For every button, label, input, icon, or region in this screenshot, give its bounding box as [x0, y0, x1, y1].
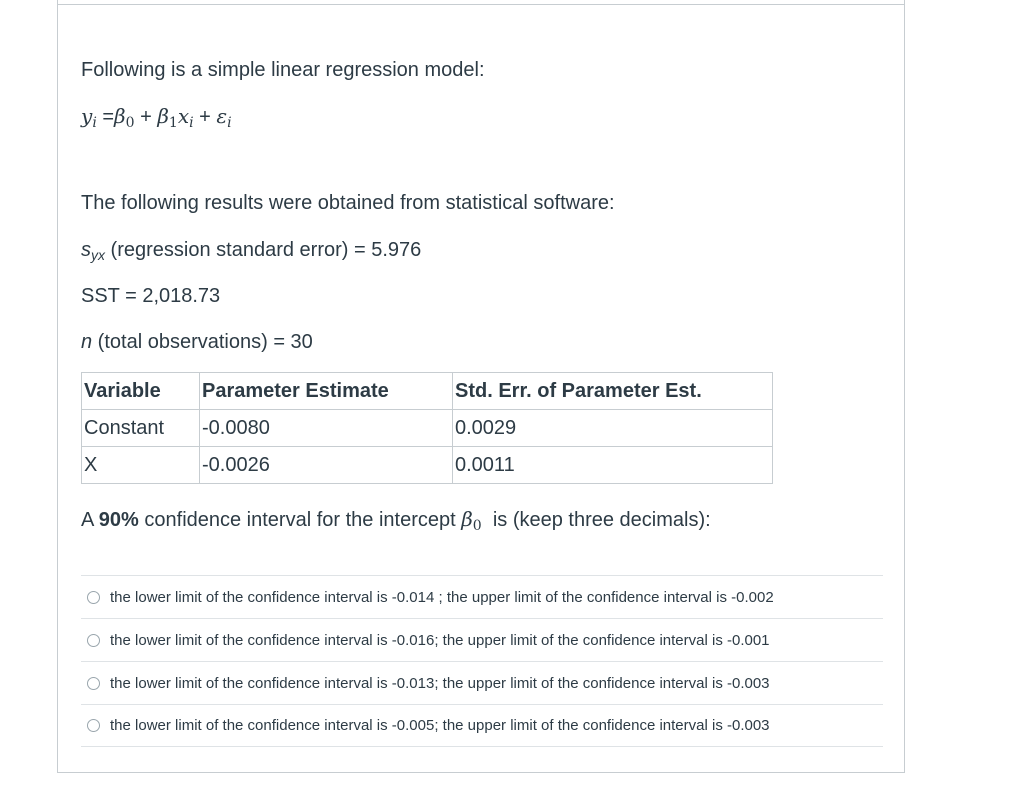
answer-option-1[interactable] [81, 575, 883, 618]
prompt-prefix: A [81, 509, 99, 531]
parameter-table [81, 372, 773, 484]
n-line [81, 330, 313, 354]
y-symbol: y [81, 104, 93, 128]
beta1-symbol: β [157, 104, 169, 128]
equals-sign: = [96, 106, 115, 128]
radio-button[interactable] [87, 719, 100, 732]
table-cell: -0.0080 [200, 410, 453, 447]
answer-option-2[interactable] [81, 618, 883, 661]
answer-option-4[interactable] [81, 704, 883, 747]
syx-line [81, 238, 421, 267]
x-symbol: x [177, 104, 190, 128]
results-intro: The following results were obtained from statistical software: [81, 192, 615, 214]
epsilon-symbol: ε [216, 104, 228, 128]
header-std-err: Std. Err. of Parameter Est. [453, 373, 773, 410]
prompt-suffix: is (keep three decimals): [481, 509, 711, 531]
syx-text: (regression standard error) = 5.976 [105, 239, 422, 261]
answer-label: the lower limit of the confidence interval is -0.013; the upper limit of the confidence interval is -0.003 [110, 674, 770, 692]
answer-option-3[interactable] [81, 661, 883, 704]
beta0-subscript: 0 [125, 115, 135, 131]
table-header-row [82, 373, 773, 410]
y-subscript: i [92, 115, 97, 131]
syx-subscript: yx [91, 247, 105, 263]
intro-text: Following is a simple linear regression model: [81, 59, 485, 81]
prompt-beta-symbol: β [461, 507, 473, 531]
prompt-confidence-level: 90% [98, 509, 139, 531]
answer-label: the lower limit of the confidence interval is -0.016; the upper limit of the confidence interval is -0.001 [110, 631, 770, 649]
prompt-beta-subscript: 0 [472, 518, 482, 534]
prompt-middle: confidence interval for the intercept [138, 509, 462, 531]
plus-sign-1: + [134, 106, 158, 128]
model-equation [81, 104, 232, 135]
n-text: (total observations) = 30 [92, 331, 313, 353]
sst-line: SST = 2,018.73 [81, 285, 221, 307]
answer-label: the lower limit of the confidence interval is -0.014 ; the upper limit of the confidence interval is -0.002 [110, 588, 774, 606]
table-cell: -0.0026 [200, 447, 453, 484]
header-estimate: Parameter Estimate [200, 373, 453, 410]
x-subscript: i [189, 115, 194, 131]
table-cell: 0.0029 [453, 410, 773, 447]
header-variable: Variable [82, 373, 200, 410]
radio-button[interactable] [87, 591, 100, 604]
question-prompt [81, 507, 711, 538]
table-cell: 0.0011 [453, 447, 773, 484]
n-symbol: n [81, 331, 93, 353]
answer-list [81, 575, 883, 747]
table-row [82, 447, 773, 484]
answer-label: the lower limit of the confidence interval is -0.005; the upper limit of the confidence interval is -0.003 [110, 717, 770, 734]
plus-sign-2: + [193, 106, 217, 128]
epsilon-subscript: i [227, 115, 232, 131]
radio-button[interactable] [87, 677, 100, 690]
beta0-symbol: β [114, 104, 126, 128]
table-cell: X [82, 447, 200, 484]
radio-button[interactable] [87, 634, 100, 647]
syx-symbol: s [81, 239, 91, 261]
beta1-subscript: 1 [168, 115, 178, 131]
table-row [82, 410, 773, 447]
table-cell: Constant [82, 410, 200, 447]
